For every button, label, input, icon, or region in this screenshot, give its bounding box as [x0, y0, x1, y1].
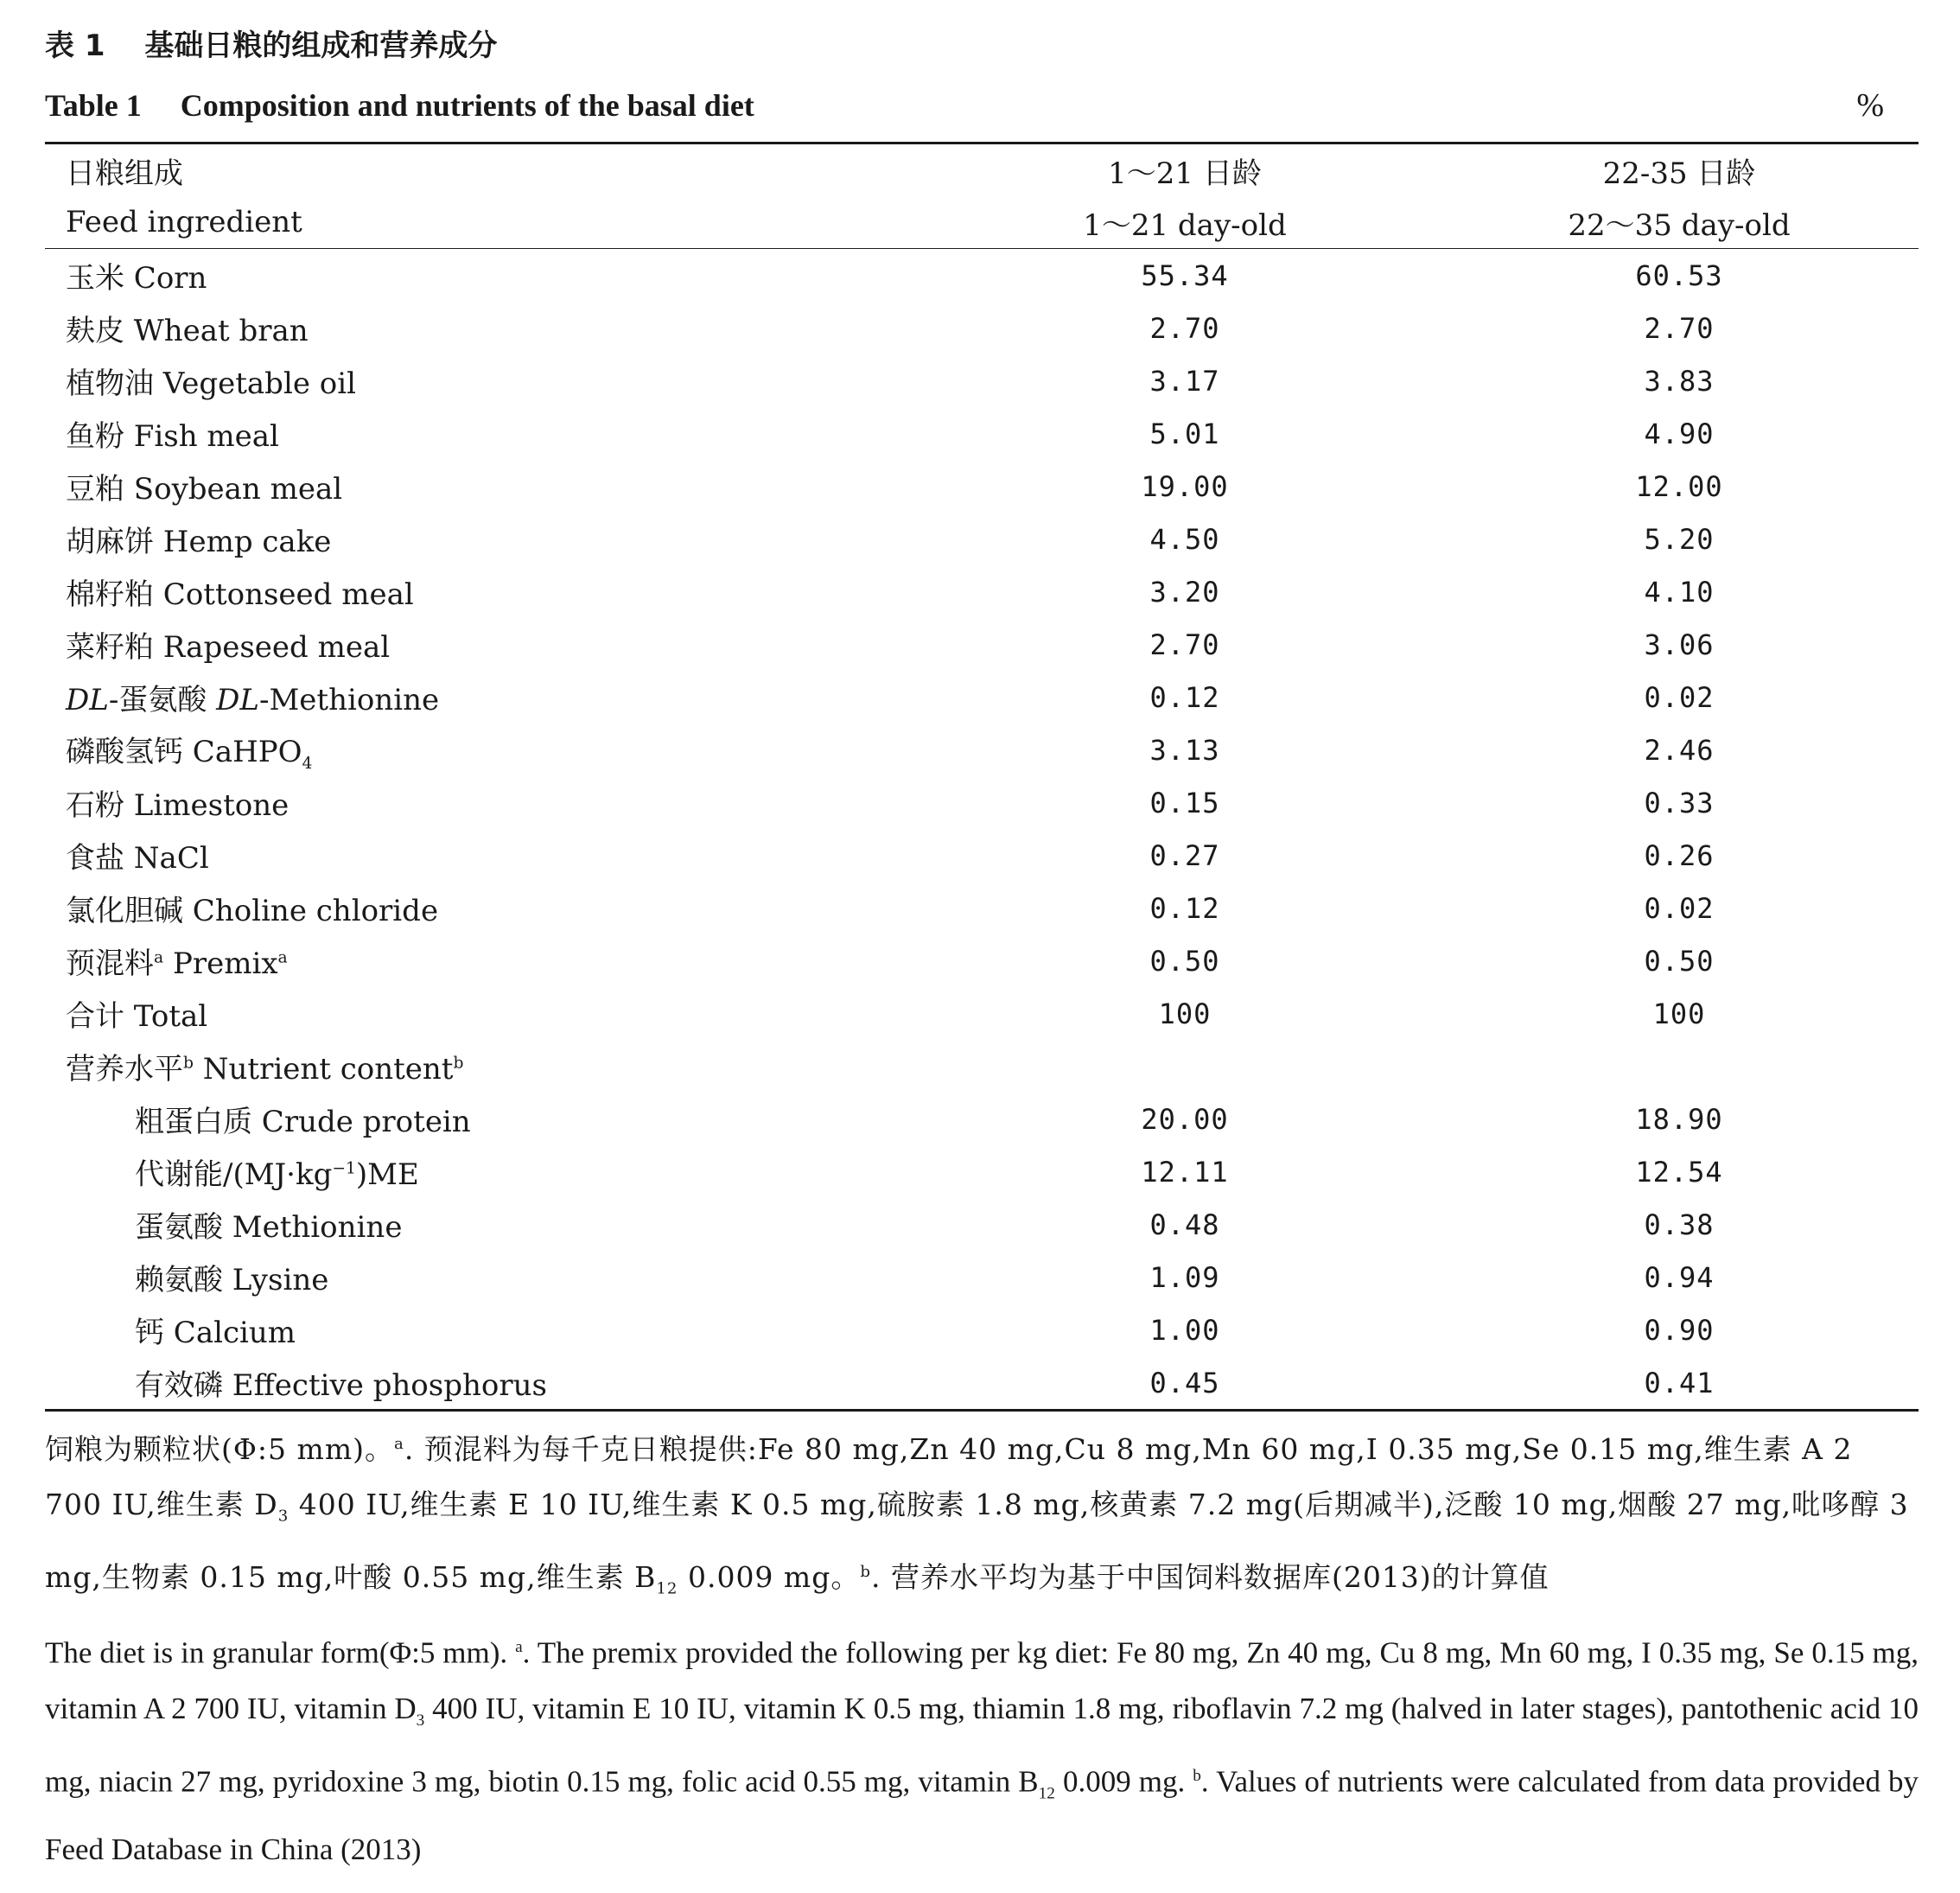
footnote-marker: a	[394, 1435, 404, 1453]
table-row	[45, 1145, 1919, 1198]
row-label: 胡麻饼 Hemp cake	[66, 525, 332, 559]
table-row	[45, 618, 1919, 671]
value-period2: 0.02	[1644, 680, 1715, 714]
header-ingredient-cn: 日粮组成	[66, 156, 183, 191]
value-period1: 0.50	[1149, 944, 1220, 978]
header-row-cn	[45, 144, 1919, 196]
row-label-a: 代谢能/(MJ·kg	[135, 1157, 333, 1192]
row-label-en: Nutrient content	[193, 1052, 454, 1087]
table-row	[45, 776, 1919, 829]
row-label: 有效磷 Effective phosphorus	[135, 1368, 547, 1403]
value-period1: 1.09	[1149, 1260, 1220, 1294]
value-period2: 3.06	[1644, 628, 1715, 661]
value-period1: 0.27	[1149, 838, 1220, 872]
row-label: 氯化胆碱 Choline chloride	[66, 894, 439, 928]
footnote-marker: b	[183, 1054, 194, 1073]
value-period1: 0.45	[1149, 1366, 1220, 1399]
row-label: 玉米 Corn	[66, 261, 207, 296]
row-label-end: -Methionine	[258, 683, 440, 717]
footnote-text: . The premix provided the following per kg diet: Fe 80 mg, Zn 40 mg, Cu 8 mg, Mn 60 mg, I 0.35 mg, Se 0.15 mg, vitamin A 2 700 IU, vitamin D	[45, 1635, 1919, 1725]
value-period1: 5.01	[1149, 417, 1220, 450]
table-figure	[45, 22, 1919, 1877]
value-period1: 3.13	[1149, 733, 1220, 767]
value-period1: 0.12	[1149, 680, 1220, 714]
row-label: 粗蛋白质 Crude protein	[135, 1105, 471, 1139]
footnote-en	[45, 1620, 1919, 1877]
row-label: 食盐 NaCl	[66, 841, 209, 876]
value-period2: 12.00	[1635, 469, 1723, 503]
footnote-marker: a	[277, 948, 288, 967]
table-row	[45, 513, 1919, 565]
table-row	[45, 1303, 1919, 1356]
value-period2: 0.90	[1644, 1313, 1715, 1347]
header-period1-cn: 1～21 日龄	[1108, 156, 1262, 191]
footnote-cn	[45, 1417, 1919, 1616]
value-period2: 2.70	[1644, 311, 1715, 345]
footnote-text: . 营养水平均为基于中国饲料数据库(2013)的计算值	[870, 1559, 1550, 1594]
table-row	[45, 1251, 1919, 1303]
table-title-en: Table 1 Composition and nutrients of the basal diet	[45, 88, 754, 123]
table-row	[45, 249, 1919, 302]
value-period1: 4.50	[1149, 522, 1220, 556]
table-title-cn: 表 1 基础日粮的组成和营养成分	[45, 29, 498, 63]
value-period1: 100	[1158, 997, 1212, 1030]
value-period2: 3.83	[1644, 364, 1715, 398]
value-period1: 2.70	[1149, 311, 1220, 345]
table-row	[45, 723, 1919, 776]
subscript: 4	[302, 754, 313, 773]
header-period1-en: 1～21 day-old	[1083, 207, 1287, 243]
table-row	[45, 460, 1919, 513]
footnote-text: . 预混料为每千克日粮提供:Fe 80 mg,Zn 40 mg,Cu 8 mg,Mn 60 mg,I 0.35 mg,Se 0.15 mg,维生素 A 2 700 IU,维生素 D	[45, 1432, 1853, 1521]
header-row-en	[45, 196, 1919, 248]
footnote-text: . Values of nutrients were calculated from data provided by Feed Database in China (2013)	[45, 1764, 1919, 1866]
table-row	[45, 354, 1919, 407]
footnote-marker: b	[1193, 1766, 1201, 1785]
table-row	[45, 829, 1919, 882]
value-period2: 2.46	[1644, 733, 1715, 767]
row-label: 石粉 Limestone	[66, 788, 290, 823]
value-period2: 60.53	[1635, 258, 1723, 292]
table-title-row	[45, 78, 1919, 133]
row-label: 钙 Calcium	[135, 1316, 296, 1350]
nutrient-section-row	[45, 1040, 1919, 1093]
row-label: 棉籽粕 Cottonseed meal	[66, 577, 414, 612]
value-period2: 0.33	[1644, 786, 1715, 819]
footnote-text: 0.009 mg.	[1054, 1764, 1193, 1799]
value-period2: 0.94	[1644, 1260, 1715, 1294]
table-row	[45, 882, 1919, 934]
row-label: 赖氨酸 Lysine	[135, 1263, 329, 1297]
value-period1: 55.34	[1141, 258, 1229, 292]
subscript: 3	[277, 1507, 290, 1526]
footnote-marker: b	[453, 1054, 464, 1073]
value-period2: 100	[1652, 997, 1706, 1030]
subscript: 3	[416, 1711, 425, 1730]
value-period2: 12.54	[1635, 1155, 1723, 1189]
dl-prefix: DL	[66, 683, 109, 717]
table-row	[45, 565, 1919, 618]
footnote-marker: a	[154, 948, 164, 967]
footnote-text: 0.009 mg。	[678, 1559, 861, 1594]
value-period1: 3.20	[1149, 575, 1220, 609]
composition-table-body	[45, 249, 1919, 1409]
dl-prefix: DL	[216, 683, 259, 717]
composition-table	[45, 144, 1919, 248]
value-period2: 4.10	[1644, 575, 1715, 609]
row-label-mid: -蛋氨酸	[108, 683, 217, 717]
subscript: 12	[656, 1579, 678, 1598]
value-period1: 1.00	[1149, 1313, 1220, 1347]
row-label: 蛋氨酸 Methionine	[135, 1210, 403, 1245]
header-period2-en: 22～35 day-old	[1568, 207, 1791, 243]
footnote-marker: a	[515, 1638, 523, 1657]
row-label: 菜籽粕 Rapeseed meal	[66, 630, 391, 665]
row-label-cn: 预混料	[66, 946, 154, 981]
row-label: 麸皮 Wheat bran	[66, 314, 309, 348]
row-label	[45, 671, 930, 723]
table-row	[45, 407, 1919, 460]
table-footnotes	[45, 1417, 1919, 1877]
row-label	[45, 934, 930, 987]
value-period1: 20.00	[1141, 1102, 1229, 1136]
footnote-text: 400 IU,维生素 E 10 IU,维生素 K 0.5 mg,硫胺素 1.8 mg,核黄素 7.2 mg(后期减半),泛酸 10 mg,烟酸 27 mg,吡哆醇 3 mg,生物素 0.15 mg,叶酸 0.55 mg,维生素 B	[45, 1488, 1909, 1594]
value-period1: 2.70	[1149, 628, 1220, 661]
row-label	[45, 1145, 930, 1198]
table-row	[45, 987, 1919, 1040]
footnote-text: 饲粮为颗粒状(Φ:5 mm)。	[45, 1432, 394, 1466]
value-period2: 5.20	[1644, 522, 1715, 556]
value-period1: 3.17	[1149, 364, 1220, 398]
row-label: 植物油 Vegetable oil	[66, 366, 356, 401]
subscript: 12	[1038, 1784, 1055, 1803]
row-label: 鱼粉 Fish meal	[66, 419, 279, 454]
table-row	[45, 302, 1919, 354]
value-period1: 19.00	[1141, 469, 1229, 503]
row-label: 豆粕 Soybean meal	[66, 472, 343, 507]
value-period2: 0.41	[1644, 1366, 1715, 1399]
row-label	[45, 723, 930, 776]
table-row	[45, 1093, 1919, 1145]
row-label-text: 磷酸氢钙 CaHPO	[66, 734, 302, 769]
header-period2-cn: 22-35 日龄	[1602, 156, 1756, 191]
bottom-rule	[45, 1409, 1919, 1412]
value-period1: 0.48	[1149, 1208, 1220, 1241]
value-period1: 0.12	[1149, 891, 1220, 925]
row-label-b: )ME	[355, 1157, 419, 1192]
table-row	[45, 934, 1919, 987]
header-ingredient-en: Feed ingredient	[66, 205, 302, 239]
row-label-cn: 营养水平	[66, 1052, 183, 1087]
row-label: 合计 Total	[66, 999, 208, 1034]
unit-label: %	[1856, 87, 1884, 124]
value-period1: 12.11	[1141, 1155, 1229, 1189]
footnote-marker: b	[860, 1562, 871, 1581]
value-period2: 0.26	[1644, 838, 1715, 872]
superscript: −1	[332, 1159, 356, 1178]
footnote-text: 400 IU, vitamin E 10 IU, vitamin K 0.5 mg, thiamin 1.8 mg, riboflavin 7.2 mg (halved in later stages), pantothenic acid 10 mg, niacin 27 mg, pyridoxine 3 mg, biotin 0.15 mg, folic acid 0.55 mg, vitamin B	[45, 1691, 1919, 1799]
value-period2: 4.90	[1644, 417, 1715, 450]
row-label	[45, 1040, 930, 1093]
value-period1: 0.15	[1149, 786, 1220, 819]
table-row	[45, 671, 1919, 723]
value-period2: 0.38	[1644, 1208, 1715, 1241]
row-label-en: Premix	[163, 946, 278, 981]
value-period2: 0.50	[1644, 944, 1715, 978]
table-row	[45, 1198, 1919, 1251]
footnote-text: The diet is in granular form(Φ:5 mm).	[45, 1635, 516, 1670]
value-period2: 0.02	[1644, 891, 1715, 925]
value-period2: 18.90	[1635, 1102, 1723, 1136]
table-row	[45, 1356, 1919, 1409]
